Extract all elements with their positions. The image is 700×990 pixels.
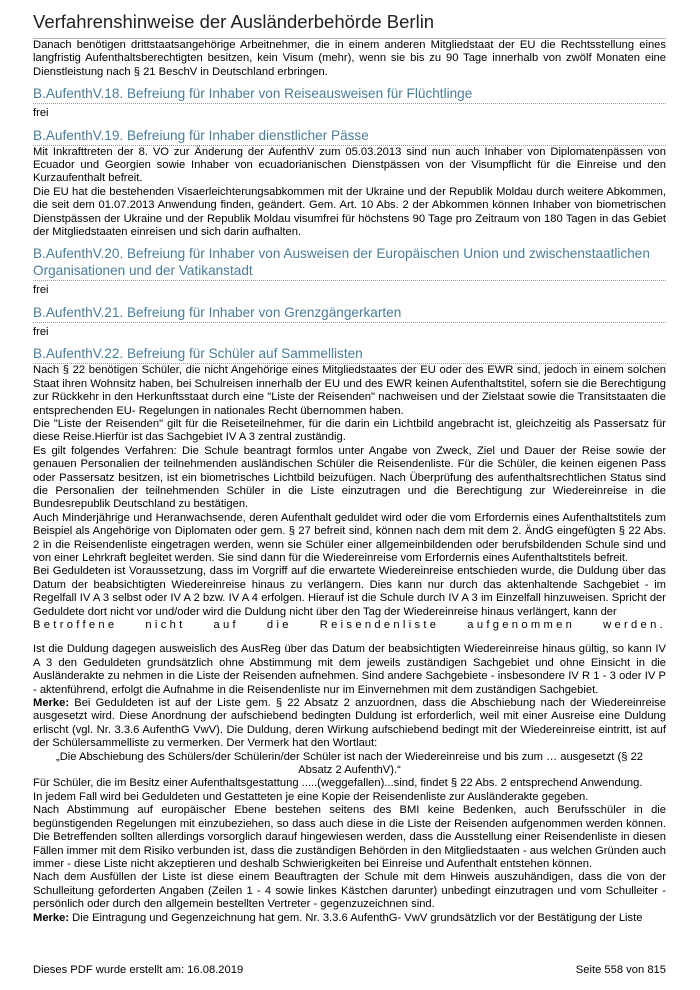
section-19-paragraph-1: Mit Inkrafttreten der 8. VO zur Änderung der AufenthV zum 05.03.2013 sind nun auch Inhaber von Diplomatenpässen von Ecuador und Georgien sowie Inhaber von ecuadorianischen Dienstpässen von der Visumpflicht für die Einreise und den Kurzaufenthalt befreit.: [33, 145, 666, 185]
section-22-paragraph-1: Nach § 22 benötigen Schüler, die nicht Angehörige eines Mitgliedstaates der EU oder des EWR sind, jedoch in einem solchen Staat ihren Wohnsitz haben, bei Schulreisen innerhalb der EU und des EWR keinen Aufenthaltstitel, sofern sie die Berechtigung zur Rückkehr in den Herkunftsstaat durch eine "Liste der Reisenden" nachweisen und der Zielstaat sowie die Transitstaaten die entsprechenden EU- Regelungen in nationales Recht übernommen haben.: [33, 364, 666, 417]
created-date: Dieses PDF wurde erstellt am: 16.08.2019: [33, 964, 244, 976]
section-title-20: B.AufenthV.20. Befreiung für Inhaber von Ausweisen der Europäischen Union und zwischenstaatlichen Organisationen und der Vatikanstadt: [33, 245, 666, 281]
section-22-paragraph-6: Ist die Duldung dagegen ausweislich des AusReg über das Datum der beabsichtigten Wiedereinreise hinaus gültig, so kann IV A 3 den Geduldeten grundsätzlich ohne Abstimmung mit dem jeweils zuständigen Sachgebiet und ohne Einsicht in die Ausländerakte zu nehmen in die Liste der Reisenden aufnehmen. Sind andere Sachgebiete - insbesondere IV R 1 - 3 oder IV P - aktenführend, erfolgt die Aufnahme in die Reisendenliste nur im Einvernehmen mit dem zuständigen Sachgebiet.: [33, 643, 666, 696]
section-title-18: B.AufenthV.18. Befreiung für Inhaber von Reiseausweisen für Flüchtlinge: [33, 85, 666, 104]
section-22-paragraph-7: Für Schüler, die im Besitz einer Aufenthaltsgestattung .....(weggefallen)...sind, findet § 22 Abs. 2 entsprechend Anwendung.: [33, 777, 643, 790]
merke-paragraph-2: [33, 912, 666, 925]
section-22-paragraph-8: In jedem Fall wird bei Geduldeten und Gestatteten je eine Kopie der Reisendenliste zur Ausländerakte gegeben.: [33, 790, 589, 803]
page-number: Seite 558 von 815: [575, 964, 666, 976]
document-footer: [33, 964, 666, 977]
section-body-20: frei: [33, 284, 49, 297]
section-22-paragraph-3: Es gilt folgendes Verfahren: Die Schule beantragt formlos unter Angabe von Zweck, Ziel und Dauer der Reise sowie der genauen Personalien der teilnehmenden ausländischen Schüler die Reisendenliste. Für die Schüler, die keinen eigenen Pass oder Passersatz besitzen, ist ein biometrisches Lichtbild beizufügen. Nach Überprüfung des aufenthaltsrechtlichen Status sind die Personalien der teilnehmenden Schüler in die Liste einzutragen und die Berechtigung zur Wiedereinreise in die Bundesrepublik Deutschland zu bestätigen.: [33, 444, 666, 511]
section-19-paragraph-2: Die EU hat die bestehenden Visaerleichterungsabkommen mit der Ukraine und der Republik Moldau durch weitere Abkommen, die seit dem 01.07.2013 Anwendung finden, geändert. Gem. Art. 10 Abs. 2 der Abkommen können Inhaber von biometrischen Dienstpässen der Ukraine und der Republik Moldau visumfrei für höchstens 90 Tage pro Zeitraum von 180 Tagen in das Gebiet der Mitgliedstaaten einreisen und sich darin aufhalten.: [33, 185, 666, 239]
section-22-paragraph-2: Die "Liste der Reisenden" gilt für die Reiseteilnehmer, für die darin ein Lichtbild angebracht ist, gleichzeitig als Passersatz für diese Reise.Hierfür ist das Sachgebiet IV A 3 zentral zuständig.: [33, 417, 666, 444]
merke-label: Merke:: [33, 697, 70, 710]
section-22-paragraph-5-last-line: Betroffene nicht auf die Reisendenliste aufgenommen werden.: [33, 619, 666, 631]
merke-text: Die Eintragung und Gegenzeichnung hat gem. Nr. 3.3.6 AufenthG- VwV grundsätzlich vor der Bestätigung der Liste: [69, 911, 643, 924]
document-header: Verfahrenshinweise der Ausländerbehörde Berlin: [33, 8, 666, 39]
section-22-paragraph-10: Nach dem Ausfüllen der Liste ist diese einem Beauftragten der Schule mit dem Hinweis auszuhändigen, dass die von der Schulleitung geforderten Angaben (Zeilen 1 - 4 sowie linkes Kästchen darunter) unbedingt einzutragen und vom Schulleiter - persönlich oder durch den allgemein bestellten Vertreter - gegenzuzeichnen sind.: [33, 871, 666, 911]
section-body-21: frei: [33, 325, 49, 338]
section-title-22: B.AufenthV.22. Befreiung für Schüler auf Sammellisten: [33, 345, 666, 364]
section-title-19: B.AufenthV.19. Befreiung für Inhaber dienstlicher Pässe: [33, 127, 666, 146]
section-22-paragraph-5: Bei Geduldeten ist Voraussetzung, dass im Vorgriff auf die erwartete Wiedereinreise entschieden wurde, die Duldung über das Datum der beabsichtigten Wiedereinreise hinaus zu verlängern. Dies kann nur durch das aktenhaltende Sachgebiet - im Regelfall IV A 3 selbst oder IV A 2 bzw. IV A 4 erfolgen. Hierauf ist die Schule durch IV A 3 im Einzelfall hinzuweisen. Spricht der Geduldete dort nicht vor und/oder wird die Duldung nicht über den Tag der Wiedereinreise hinaus verlängert, kann der: [33, 565, 666, 618]
section-22-paragraph-4: Auch Minderjährige und Heranwachsende, deren Aufenthalt geduldet wird oder die vom Erfordernis eines Aufenthaltstitels zum Beispiel als Angehörige von Diplomaten oder gem. § 27 befreit sind, können nach dem mit dem 2. ÄndG eingefügten § 22 Abs. 2 in die Reisendenliste eingetragen werden, wenn sie Schüler einer allgemeinbildenden oder berufsbildenden Schule sind und von einer Lehrkraft begleitet werden. Sie sind dann für die Wiedereinreise vom Erfordernis eines Aufenthaltstitels befreit.: [33, 511, 666, 564]
intro-paragraph: Danach benötigen drittstaatsangehörige Arbeitnehmer, die in einem anderen Mitgliedstaat der EU die Rechtsstellung eines langfristig Aufenthaltsberechtigten besitzen, kein Visum (mehr), wenn sie bis zu 90 Tage innerhalb von zwölf Monaten eine Dienstleistung nach § 21 BeschV in Deutschland erbringen.: [33, 39, 666, 78]
merke-paragraph-1: [33, 697, 666, 751]
section-body-18: frei: [33, 107, 49, 120]
merke-label: Merke:: [33, 911, 70, 924]
paragraph-spacer: [33, 632, 666, 643]
section-title-21: B.AufenthV.21. Befreiung für Inhaber von Grenzgängerkarten: [33, 304, 666, 323]
merke-text: Bei Geduldeten ist auf der Liste gem. § 22 Absatz 2 anzuordnen, dass die Abschiebung nach der Wiedereinreise ausgesetzt wird. Diese Anordnung der aufschiebend bedingten Duldung ist erforderlich, weil mit einer Ausreise eine Duldung erlischt (vgl. Nr. 3.3.6 AufenthG VwV). Die Duldung, deren Wirkung aufschiebend bedingt mit der Wiedereinreise eintritt, ist auf der Schülersammelliste zu vermerken. Der Vermerk hat den Wortlaut:: [33, 697, 666, 750]
document-page: [33, 0, 666, 925]
quoted-wording: „Die Abschiebung des Schülers/der Schülerin/der Schüler ist nach der Wiedereinreise und bis zum … ausgesetzt (§ 22 Absatz 2 AufenthV).“: [55, 750, 644, 777]
section-22-paragraph-9: Nach Abstimmung auf europäischer Ebene bestehen seitens des BMI keine Bedenken, auch Berufsschüler in die begünstigenden Regelungen mit einzubeziehen, so dass auch diese in die Liste der Reisenden aufgenommen werden können. Die Betreffenden sollten allerdings vorsorglich darauf hingewiesen werden, dass die Ausstellung einer Reisendenliste in diesen Fällen immer mit dem Risiko verbunden ist, dass die zuständigen Behörden in den Mitgliedstaaten - aus welchen Gründen auch immer - diese Liste nicht akzeptieren und deshalb Schwierigkeiten bei Einreise und Aufenthalt entstehen können.: [33, 804, 666, 870]
